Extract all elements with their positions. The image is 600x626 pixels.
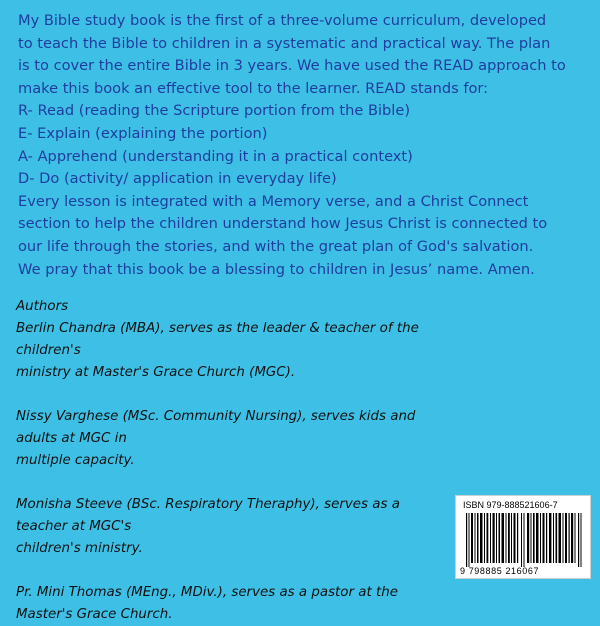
author-bio-line: ministry at Master's Grace Church (MGC). bbox=[16, 365, 296, 380]
isbn-barcode-box bbox=[455, 495, 591, 579]
intro-line: our life through the stories, and with the great plan of God's salvation. bbox=[18, 237, 534, 255]
barcode-icon bbox=[464, 513, 584, 567]
author-bio-line: multiple capacity. bbox=[16, 453, 135, 468]
intro-line: Every lesson is integrated with a Memory verse, and a Christ Connect bbox=[18, 192, 529, 210]
intro-line: section to help the children understand how Jesus Christ is connected to bbox=[18, 215, 548, 233]
intro-text bbox=[18, 10, 590, 281]
spacer bbox=[16, 560, 446, 582]
author-bio-line: Monisha Steeve (BSc. Respiratory Theraphy), serves as a teacher at MGC's bbox=[16, 497, 400, 534]
spacer bbox=[16, 384, 446, 406]
author-bio-line: Berlin Chandra (MBA), serves as the leader & teacher of the children's bbox=[16, 321, 419, 358]
authors-section bbox=[16, 296, 446, 626]
intro-line: R- Read (reading the Scripture portion from the Bible) bbox=[18, 102, 411, 120]
intro-line: A- Apprehend (understanding it in a practical context) bbox=[18, 147, 413, 165]
isbn-label: ISBN 979-888521606-7 bbox=[463, 500, 558, 510]
author-bio-line: children's ministry. bbox=[16, 541, 143, 556]
intro-line: We pray that this book be a blessing to children in Jesus’ name. Amen. bbox=[18, 260, 535, 278]
barcode-digits: 9 798885 216067 bbox=[460, 566, 540, 576]
intro-line: D- Do (activity/ application in everyday life) bbox=[18, 170, 337, 188]
author-bio-line: Master's Grace Church. bbox=[16, 607, 173, 622]
spacer bbox=[16, 472, 446, 494]
author-bio-line: Nissy Varghese (MSc. Community Nursing), serves kids and adults at MGC in bbox=[16, 409, 416, 446]
intro-line: to teach the Bible to children in a systematic and practical way. The plan bbox=[18, 34, 551, 52]
intro-line: My Bible study book is the first of a three-volume curriculum, developed bbox=[18, 12, 547, 29]
intro-line: make this book an effective tool to the learner. READ stands for: bbox=[18, 79, 489, 97]
author-bio-line: Pr. Mini Thomas (MEng., MDiv.), serves as a pastor at the bbox=[16, 585, 398, 600]
intro-line: E- Explain (explaining the portion) bbox=[18, 124, 268, 142]
intro-line: is to cover the entire Bible in 3 years. We have used the READ approach to bbox=[18, 57, 566, 75]
authors-heading: Authors bbox=[16, 299, 69, 314]
